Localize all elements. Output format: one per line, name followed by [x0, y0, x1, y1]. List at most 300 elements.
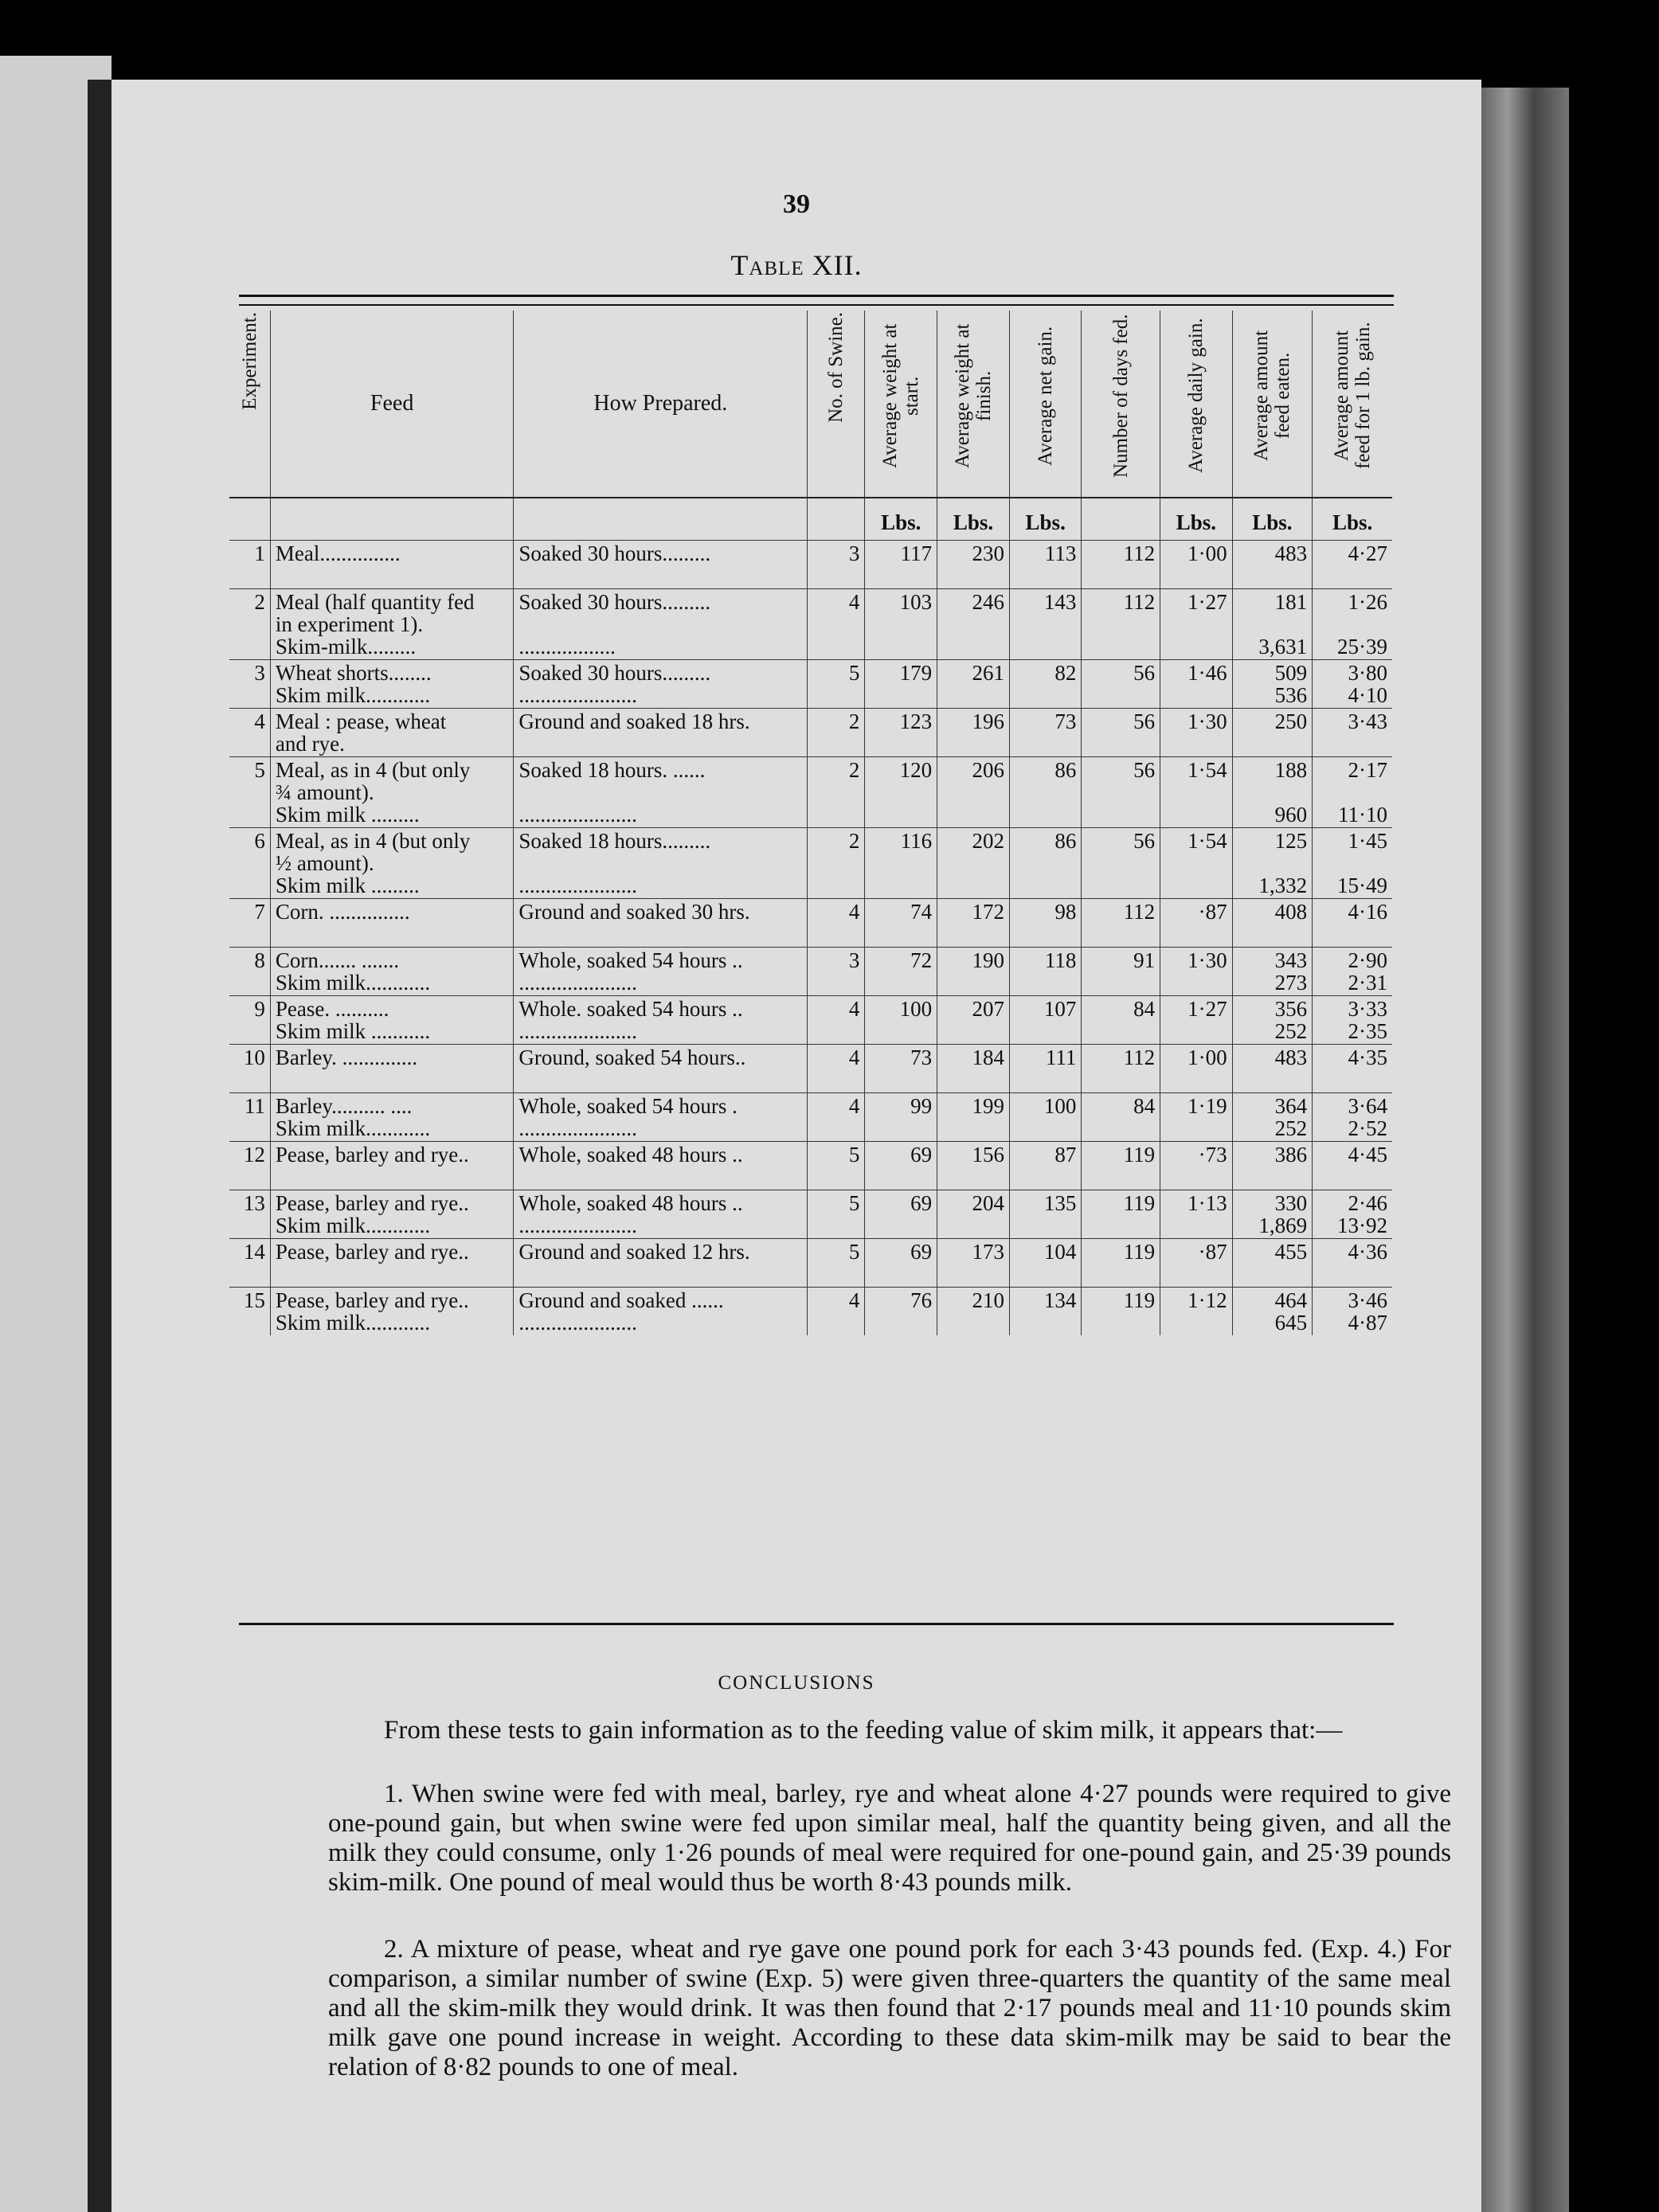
prep-cell-line: Ground and soaked 30 hrs.	[518, 900, 750, 924]
feed-eaten-cell-line: 273	[1274, 971, 1308, 995]
page-number: 39	[783, 190, 810, 219]
daily-gain-cell: 1·13	[1160, 1190, 1232, 1239]
document-page	[112, 80, 1481, 2212]
feed-per-lb-cell-line: 2·52	[1348, 1116, 1387, 1140]
table-row	[229, 996, 1392, 1045]
table-header-row	[229, 311, 1392, 498]
experiment-cell: 3	[229, 660, 270, 709]
feed-cell-line: Skim milk............	[275, 971, 431, 995]
prep-cell-line: Soaked 18 hours. ......	[518, 758, 706, 782]
prep-cell-line: ......................	[518, 683, 637, 707]
days-fed-cell: 119	[1082, 1239, 1160, 1288]
daily-gain-cell: 1·12	[1160, 1288, 1232, 1336]
feed-per-lb-cell	[1313, 1045, 1392, 1093]
prep-cell	[514, 948, 808, 996]
feed-cell	[270, 828, 514, 899]
feed-eaten-cell	[1232, 1190, 1313, 1239]
table-title-text: Table XII.	[730, 249, 863, 281]
experiment-cell: 13	[229, 1190, 270, 1239]
feed-cell	[270, 709, 514, 757]
finish-weight-cell: 173	[937, 1239, 1010, 1288]
feed-eaten-cell-line	[1238, 1166, 1308, 1188]
feed-cell-line	[276, 923, 509, 945]
feed-cell	[270, 1288, 514, 1336]
days-fed-cell: 84	[1082, 1093, 1160, 1142]
prep-cell-line	[518, 781, 802, 803]
table-row	[229, 757, 1392, 828]
table-row	[229, 1190, 1392, 1239]
feed-eaten-cell	[1232, 541, 1313, 589]
finish-weight-cell: 184	[937, 1045, 1010, 1093]
feed-eaten-cell-line: 3,631	[1258, 635, 1308, 659]
table-row	[229, 1142, 1392, 1190]
units-cell: Lbs.	[1009, 498, 1081, 541]
days-fed-cell: 56	[1082, 660, 1160, 709]
table-row	[229, 660, 1392, 709]
feed-per-lb-cell-line: 3·64	[1348, 1094, 1387, 1118]
feed-cell-line: Meal...............	[275, 541, 401, 565]
feed-per-lb-cell-line: 4·35	[1348, 1045, 1387, 1069]
finish-weight-cell: 190	[937, 948, 1010, 996]
daily-gain-cell: 1·54	[1160, 828, 1232, 899]
feed-eaten-cell	[1232, 948, 1313, 996]
days-fed-cell: 119	[1082, 1190, 1160, 1239]
units-cell: Lbs.	[937, 498, 1010, 541]
daily-gain-cell: 1·30	[1160, 709, 1232, 757]
feed-eaten-cell-line: 356	[1274, 997, 1308, 1021]
days-fed-cell: 112	[1082, 541, 1160, 589]
units-cell	[514, 498, 808, 541]
prep-cell	[514, 1142, 808, 1190]
feed-eaten-cell-line	[1238, 1263, 1308, 1285]
daily-gain-cell: 1·27	[1160, 589, 1232, 660]
feed-eaten-cell	[1232, 589, 1313, 660]
feed-cell-line: ½ amount).	[275, 851, 374, 875]
finish-weight-cell: 246	[937, 589, 1010, 660]
table-row	[229, 1239, 1392, 1288]
table-row	[229, 899, 1392, 948]
experiment-cell: 4	[229, 709, 270, 757]
days-fed-cell: 56	[1082, 709, 1160, 757]
start-weight-cell: 69	[865, 1190, 937, 1239]
feed-per-lb-cell-line	[1317, 923, 1387, 945]
feed-cell-line: Skim milk............	[275, 1311, 431, 1335]
prep-cell-line: Whole, soaked 54 hours .	[518, 1094, 738, 1118]
table-row	[229, 948, 1392, 996]
table-top-rule-2	[239, 304, 1394, 306]
experiment-cell: 6	[229, 828, 270, 899]
start-weight-cell: 116	[865, 828, 937, 899]
prep-cell-line: Soaked 30 hours.........	[518, 590, 711, 614]
feed-per-lb-cell-line: 3·43	[1348, 709, 1387, 733]
feed-cell-line	[276, 1166, 509, 1188]
feed-per-lb-cell-line: 4·10	[1348, 683, 1387, 707]
net-gain-cell: 135	[1009, 1190, 1081, 1239]
table-row	[229, 1045, 1392, 1093]
feed-cell-line: Skim milk .........	[275, 873, 420, 897]
feed-eaten-cell	[1232, 757, 1313, 828]
start-weight-cell: 123	[865, 709, 937, 757]
feed-eaten-cell-line	[1238, 565, 1308, 587]
table-row	[229, 1093, 1392, 1142]
feed-eaten-cell-line: 386	[1274, 1143, 1308, 1167]
daily-gain-cell: 1·00	[1160, 541, 1232, 589]
paragraph-2	[328, 1935, 1451, 2082]
days-fed-cell: 56	[1082, 828, 1160, 899]
feed-eaten-cell	[1232, 899, 1313, 948]
start-weight-cell: 120	[865, 757, 937, 828]
feed-cell-line: Pease, barley and rye..	[275, 1240, 469, 1264]
paragraph-1-text: 1. When swine were fed with meal, barley, rye and wheat alone 4·27 pounds were required to give one-pound gain, but when swine were fed upon similar meal, half the quantity being given, and all the milk they could consume, only 1·26 pounds of meal were required for one-pound gain, and 25·39 pounds skim-milk. One pound of meal would thus be worth 8·43 pounds milk.	[328, 1780, 1451, 1897]
prep-cell-line: Soaked 30 hours.........	[518, 541, 711, 565]
feed-cell	[270, 757, 514, 828]
prep-cell	[514, 660, 808, 709]
feed-eaten-cell-line: 188	[1274, 758, 1308, 782]
feed-eaten-cell-line: 509	[1274, 661, 1308, 685]
prep-cell-line: Whole, soaked 54 hours ..	[518, 948, 743, 972]
feed-eaten-cell-line	[1238, 852, 1308, 874]
units-cell	[270, 498, 514, 541]
col-feed-label: Feed	[370, 391, 414, 416]
units-cell	[1082, 498, 1160, 541]
prep-cell	[514, 1045, 808, 1093]
days-fed-cell: 112	[1082, 1045, 1160, 1093]
table-body	[229, 498, 1392, 1335]
feed-eaten-cell-line: 125	[1274, 829, 1308, 853]
feed-per-lb-cell-line: 13·92	[1337, 1213, 1387, 1237]
feed-eaten-cell-line	[1238, 781, 1308, 803]
days-fed-cell: 112	[1082, 899, 1160, 948]
prep-cell-line: ......................	[518, 1019, 637, 1043]
feed-per-lb-cell-line: 4·36	[1348, 1240, 1387, 1264]
feed-cell	[270, 1045, 514, 1093]
feed-per-lb-cell-line: 3·46	[1348, 1288, 1387, 1312]
feed-per-lb-cell-line: 3·33	[1348, 997, 1387, 1021]
feed-cell-line: Wheat shorts........	[275, 661, 432, 685]
finish-weight-cell: 206	[937, 757, 1010, 828]
feed-eaten-cell	[1232, 828, 1313, 899]
feed-eaten-cell-line	[1238, 1069, 1308, 1091]
feed-per-lb-cell	[1313, 1093, 1392, 1142]
col-avg-net-gain-label: Average net gain.	[1035, 326, 1057, 466]
start-weight-cell: 99	[865, 1093, 937, 1142]
feed-eaten-cell	[1232, 1288, 1313, 1336]
prep-cell-line: Whole, soaked 48 hours ..	[518, 1191, 743, 1215]
net-gain-cell: 98	[1009, 899, 1081, 948]
feed-eaten-cell	[1232, 996, 1313, 1045]
col-experiment	[229, 311, 270, 498]
col-avg-start-label: Average weight at start.	[879, 323, 923, 468]
feed-per-lb-cell-line	[1317, 1069, 1387, 1091]
finish-weight-cell: 202	[937, 828, 1010, 899]
col-avg-daily-gain-label: Average daily gain.	[1185, 318, 1207, 474]
feed-cell	[270, 1142, 514, 1190]
swine-cell: 2	[808, 828, 865, 899]
paragraph-1	[328, 1780, 1451, 1897]
start-weight-cell: 69	[865, 1239, 937, 1288]
start-weight-cell: 179	[865, 660, 937, 709]
feed-cell-line: Barley. ..............	[275, 1045, 418, 1069]
experiment-cell: 5	[229, 757, 270, 828]
paragraph-2-text: 2. A mixture of pease, wheat and rye gave one pound pork for each 3·43 pounds fed. (Exp. 4.) For comparison, a similar number of swine (Exp. 5) were given three-quarters the quantity of the same meal and all the skim-milk they would drink. It was then found that 2·17 pounds meal and 11·10 pounds skim milk gave one pound increase in weight. According to these data skim-milk may be said to bear the relation of 8·82 pounds to one of meal.	[328, 1935, 1451, 2081]
experiment-cell: 2	[229, 589, 270, 660]
swine-cell: 4	[808, 1288, 865, 1336]
prep-cell	[514, 589, 808, 660]
feed-eaten-cell-line: 1,869	[1258, 1213, 1308, 1237]
prep-cell-line: Whole, soaked 48 hours ..	[518, 1143, 743, 1167]
prep-cell	[514, 1190, 808, 1239]
daily-gain-cell: 1·19	[1160, 1093, 1232, 1142]
daily-gain-cell: 1·00	[1160, 1045, 1232, 1093]
swine-cell: 4	[808, 1093, 865, 1142]
net-gain-cell: 100	[1009, 1093, 1081, 1142]
feed-per-lb-cell-line: 1·26	[1348, 590, 1387, 614]
col-avg-feed-per-lb	[1313, 311, 1392, 498]
feed-per-lb-cell-line: 4·16	[1348, 900, 1387, 924]
experiment-cell: 7	[229, 899, 270, 948]
days-fed-cell: 91	[1082, 948, 1160, 996]
experiment-cell: 15	[229, 1288, 270, 1336]
net-gain-cell: 87	[1009, 1142, 1081, 1190]
feed-cell-line: Skim milk............	[275, 1116, 431, 1140]
feed-cell-line	[276, 1069, 509, 1091]
table-row	[229, 1288, 1392, 1336]
start-weight-cell: 103	[865, 589, 937, 660]
finish-weight-cell: 196	[937, 709, 1010, 757]
feed-per-lb-cell	[1313, 709, 1392, 757]
prep-cell-line	[518, 923, 802, 945]
prep-cell-line	[518, 565, 802, 587]
feed-eaten-cell-line	[1238, 613, 1308, 635]
feed-eaten-cell-line: 960	[1274, 803, 1308, 827]
feed-eaten-cell-line: 252	[1274, 1116, 1308, 1140]
paragraph-intro	[328, 1716, 1451, 1745]
col-avg-daily-gain	[1160, 311, 1232, 498]
start-weight-cell: 69	[865, 1142, 937, 1190]
feed-cell-line: Meal, as in 4 (but only	[275, 829, 471, 853]
feed-cell-line: Pease. ..........	[275, 997, 389, 1021]
feed-eaten-cell	[1232, 709, 1313, 757]
days-fed-cell: 112	[1082, 589, 1160, 660]
col-feed	[270, 311, 514, 498]
feed-cell-line: Skim milk .........	[275, 803, 420, 827]
feed-cell	[270, 948, 514, 996]
prep-cell-line: ......................	[518, 1213, 637, 1237]
finish-weight-cell: 199	[937, 1093, 1010, 1142]
feed-per-lb-cell-line	[1317, 1166, 1387, 1188]
feed-per-lb-cell-line: 11·10	[1338, 803, 1387, 827]
prep-cell-line: Ground and soaked 12 hrs.	[518, 1240, 750, 1264]
prep-cell	[514, 1093, 808, 1142]
col-avg-feed-eaten	[1232, 311, 1313, 498]
table-row	[229, 541, 1392, 589]
feed-per-lb-cell-line	[1317, 781, 1387, 803]
feed-per-lb-cell-line: 2·17	[1348, 758, 1387, 782]
feed-eaten-cell-line: 455	[1274, 1240, 1308, 1264]
prep-cell-line: Ground, soaked 54 hours..	[518, 1045, 746, 1069]
col-avg-finish	[937, 311, 1010, 498]
prep-cell	[514, 899, 808, 948]
feed-per-lb-cell-line: 4·87	[1348, 1311, 1387, 1335]
feed-cell-line: Skim milk............	[275, 1213, 431, 1237]
feed-eaten-cell-line: 408	[1274, 900, 1308, 924]
daily-gain-cell: 1·30	[1160, 948, 1232, 996]
net-gain-cell: 86	[1009, 757, 1081, 828]
feed-eaten-cell-line	[1238, 923, 1308, 945]
feed-per-lb-cell-line: 2·90	[1348, 948, 1387, 972]
net-gain-cell: 107	[1009, 996, 1081, 1045]
finish-weight-cell: 156	[937, 1142, 1010, 1190]
table-title	[112, 248, 1481, 282]
prep-cell-line: ......................	[518, 873, 637, 897]
prep-cell-line	[518, 1263, 802, 1285]
feed-eaten-cell-line: 252	[1274, 1019, 1308, 1043]
feed-eaten-cell-line: 1,332	[1258, 873, 1308, 897]
net-gain-cell: 86	[1009, 828, 1081, 899]
experiment-cell: 14	[229, 1239, 270, 1288]
prep-cell	[514, 1288, 808, 1336]
feed-eaten-cell	[1232, 1142, 1313, 1190]
feed-cell-line: Pease, barley and rye..	[275, 1191, 469, 1215]
feed-per-lb-cell	[1313, 1288, 1392, 1336]
feed-per-lb-cell-line: 4·45	[1348, 1143, 1387, 1167]
swine-cell: 2	[808, 709, 865, 757]
table-bottom-rule	[239, 1623, 1394, 1625]
daily-gain-cell: 1·54	[1160, 757, 1232, 828]
days-fed-cell: 119	[1082, 1288, 1160, 1336]
feed-cell-line: Skim-milk.........	[275, 635, 417, 659]
col-no-swine	[808, 311, 865, 498]
experiment-cell: 11	[229, 1093, 270, 1142]
daily-gain-cell: 1·27	[1160, 996, 1232, 1045]
prep-cell-line: Ground and soaked 18 hrs.	[518, 709, 750, 733]
daily-gain-cell: ·73	[1160, 1142, 1232, 1190]
feed-eaten-cell-line: 343	[1274, 948, 1308, 972]
feed-per-lb-cell	[1313, 1190, 1392, 1239]
feed-cell	[270, 1093, 514, 1142]
net-gain-cell: 113	[1009, 541, 1081, 589]
finish-weight-cell: 207	[937, 996, 1010, 1045]
net-gain-cell: 111	[1009, 1045, 1081, 1093]
feed-per-lb-cell-line	[1317, 565, 1387, 587]
units-cell: Lbs.	[1160, 498, 1232, 541]
feed-cell-line	[276, 565, 509, 587]
prep-cell-line: Soaked 18 hours.........	[518, 829, 711, 853]
start-weight-cell: 73	[865, 1045, 937, 1093]
prep-cell	[514, 1239, 808, 1288]
units-cell	[808, 498, 865, 541]
conclusions-heading: CONCLUSIONS	[718, 1672, 875, 1694]
finish-weight-cell: 261	[937, 660, 1010, 709]
feed-cell-line: Meal : pease, wheat	[275, 709, 447, 733]
feed-eaten-cell-line: 483	[1274, 1045, 1308, 1069]
finish-weight-cell: 204	[937, 1190, 1010, 1239]
feed-eaten-cell	[1232, 1093, 1313, 1142]
feed-per-lb-cell-line	[1317, 733, 1387, 755]
feed-per-lb-cell	[1313, 541, 1392, 589]
feed-cell-line: Meal (half quantity fed	[275, 590, 475, 614]
table-row	[229, 709, 1392, 757]
net-gain-cell: 134	[1009, 1288, 1081, 1336]
feed-per-lb-cell	[1313, 660, 1392, 709]
prep-cell-line: ......................	[518, 803, 637, 827]
col-avg-feed-per-lb-label: Average amount feed for 1 lb. gain.	[1331, 322, 1375, 470]
feed-eaten-cell	[1232, 1239, 1313, 1288]
swine-cell: 4	[808, 996, 865, 1045]
col-avg-feed-eaten-label: Average amount feed eaten.	[1250, 330, 1294, 462]
net-gain-cell: 73	[1009, 709, 1081, 757]
prep-cell-line: ......................	[518, 1311, 637, 1335]
feed-per-lb-cell	[1313, 1239, 1392, 1288]
days-fed-cell: 84	[1082, 996, 1160, 1045]
col-avg-net-gain	[1009, 311, 1081, 498]
feed-per-lb-cell	[1313, 1142, 1392, 1190]
start-weight-cell: 76	[865, 1288, 937, 1336]
feed-per-lb-cell	[1313, 757, 1392, 828]
units-cell	[229, 498, 270, 541]
swine-cell: 4	[808, 589, 865, 660]
feed-cell-line: Corn....... .......	[275, 948, 400, 972]
table-row	[229, 828, 1392, 899]
feed-cell-line: and rye.	[275, 732, 345, 756]
feed-cell	[270, 1239, 514, 1288]
feed-per-lb-cell-line: 25·39	[1337, 635, 1387, 659]
table-top-rule	[239, 295, 1394, 297]
feed-eaten-cell-line	[1238, 733, 1308, 755]
feed-eaten-cell-line: 464	[1274, 1288, 1308, 1312]
feed-cell-line: Skim milk ...........	[275, 1019, 431, 1043]
net-gain-cell: 143	[1009, 589, 1081, 660]
start-weight-cell: 100	[865, 996, 937, 1045]
book-gutter	[88, 80, 112, 2212]
start-weight-cell: 72	[865, 948, 937, 996]
prep-cell-line: Ground and soaked ......	[518, 1288, 724, 1312]
net-gain-cell: 82	[1009, 660, 1081, 709]
swine-cell: 4	[808, 1045, 865, 1093]
feed-eaten-cell-line: 330	[1274, 1191, 1308, 1215]
experiment-cell: 1	[229, 541, 270, 589]
units-row	[229, 498, 1392, 541]
feed-per-lb-cell-line: 15·49	[1337, 873, 1387, 897]
prep-cell-line: Soaked 30 hours.........	[518, 661, 711, 685]
swine-cell: 5	[808, 1239, 865, 1288]
days-fed-cell: 56	[1082, 757, 1160, 828]
feed-cell-line: Barley.......... ....	[275, 1094, 413, 1118]
feed-per-lb-cell-line: 3·80	[1348, 661, 1387, 685]
prep-cell-line	[518, 613, 802, 635]
feed-cell	[270, 1190, 514, 1239]
experiment-cell: 8	[229, 948, 270, 996]
feed-cell-line	[276, 1263, 509, 1285]
experiment-cell: 9	[229, 996, 270, 1045]
units-cell: Lbs.	[1332, 510, 1373, 534]
feed-cell	[270, 589, 514, 660]
prep-cell-line	[518, 1166, 802, 1188]
col-how-prepared-label: How Prepared.	[593, 391, 728, 416]
feed-per-lb-cell	[1313, 899, 1392, 948]
prep-cell-line	[518, 852, 802, 874]
feeding-table	[229, 311, 1392, 1335]
feed-eaten-cell	[1232, 660, 1313, 709]
col-how-prepared	[514, 311, 808, 498]
daily-gain-cell: ·87	[1160, 1239, 1232, 1288]
units-cell: Lbs.	[865, 498, 937, 541]
feed-per-lb-cell-line	[1317, 1263, 1387, 1285]
finish-weight-cell: 172	[937, 899, 1010, 948]
feed-eaten-cell-line: 364	[1274, 1094, 1308, 1118]
col-avg-finish-label: Average weight at finish.	[952, 323, 996, 468]
net-gain-cell: 118	[1009, 948, 1081, 996]
